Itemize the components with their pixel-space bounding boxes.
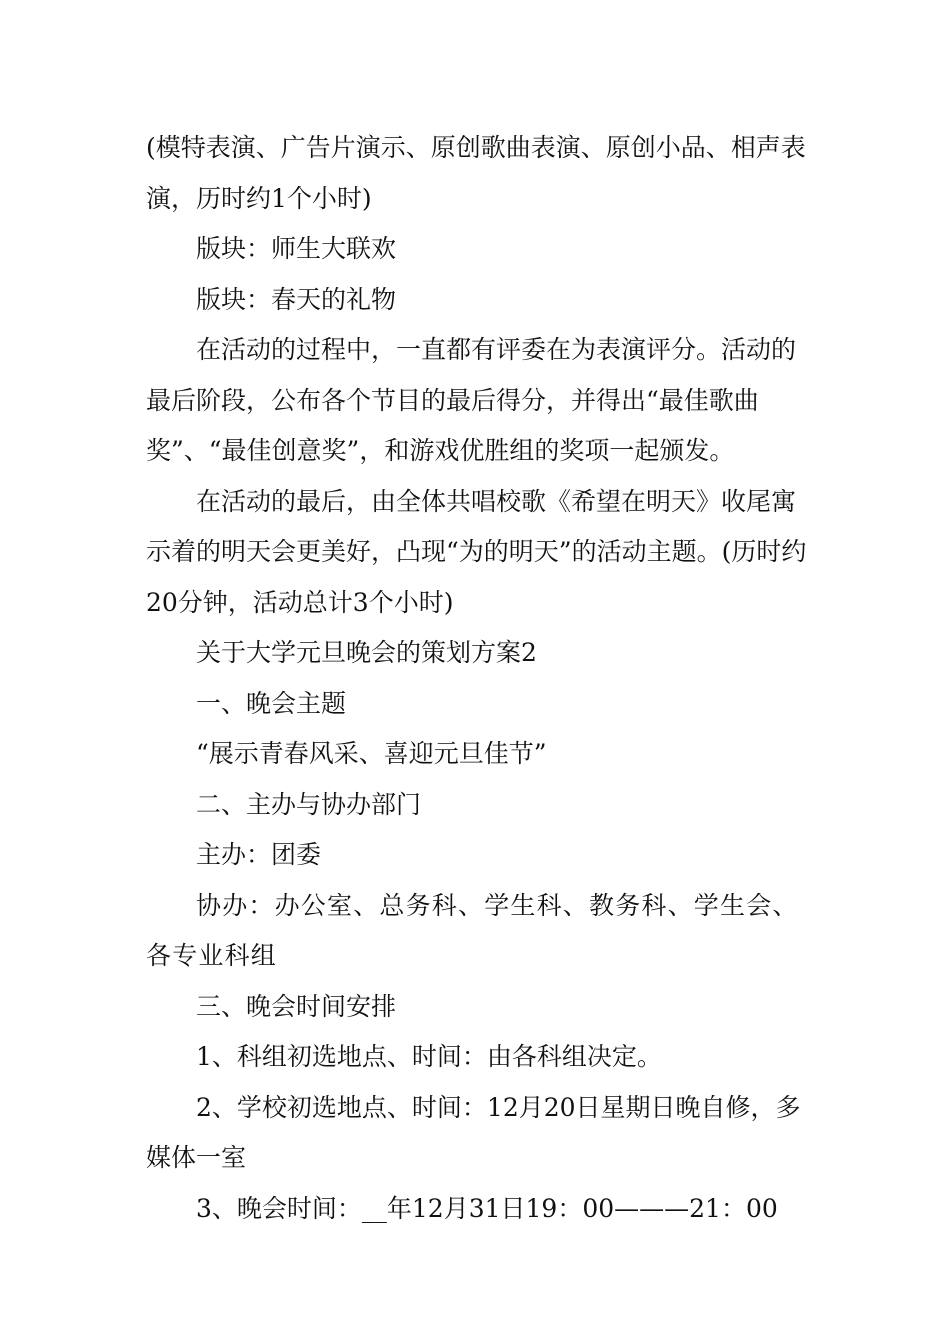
heading-plan-2: 关于大学元旦晚会的策划方案2 [196, 638, 537, 667]
paragraph-section-teacher-student: 版块：师生大联欢 [196, 234, 397, 263]
paragraph-judging: 在活动的过程中，一直都有评委在为表演评分。活动的最后阶段，公布各个节目的最后得分，并得出“最佳歌曲奖”、“最佳创意奖”，和游戏优胜组的奖项一起颁发。 [146, 335, 797, 465]
heading-theme: 一、晚会主题 [196, 688, 347, 718]
schedule-item-3: 3、晚会时间：__年12月31日19：00———21：00 [196, 1193, 778, 1223]
paragraph-theme: “展示青春风采、喜迎元旦佳节” [196, 739, 547, 768]
paragraph-section-spring-gift: 版块：春天的礼物 [196, 284, 397, 314]
schedule-item-1: 1、科组初选地点、时间：由各科组决定。 [196, 1042, 662, 1071]
paragraph-finale: 在活动的最后，由全体共唱校歌《希望在明天》收尾寓示着的明天会更美好，凸现“为的明天”的活动主题。(历时约20分钟，活动总计3个小时) [146, 486, 807, 617]
schedule-item-2: 2、学校初选地点、时间：12月20日星期日晚自修，多媒体一室 [146, 1092, 801, 1172]
paragraph-co-host: 协办：办公室、总务科、学生科、教务科、学生会、各专业科组 [146, 890, 799, 970]
paragraph-host: 主办：团委 [196, 840, 322, 869]
heading-schedule: 三、晚会时间安排 [196, 991, 397, 1021]
paragraph-program-list: (模特表演、广告片演示、原创歌曲表演、原创小品、相声表演，历时约1个小时) [146, 133, 806, 213]
heading-organizers: 二、主办与协办部门 [196, 789, 422, 819]
document-body [146, 123, 808, 1234]
